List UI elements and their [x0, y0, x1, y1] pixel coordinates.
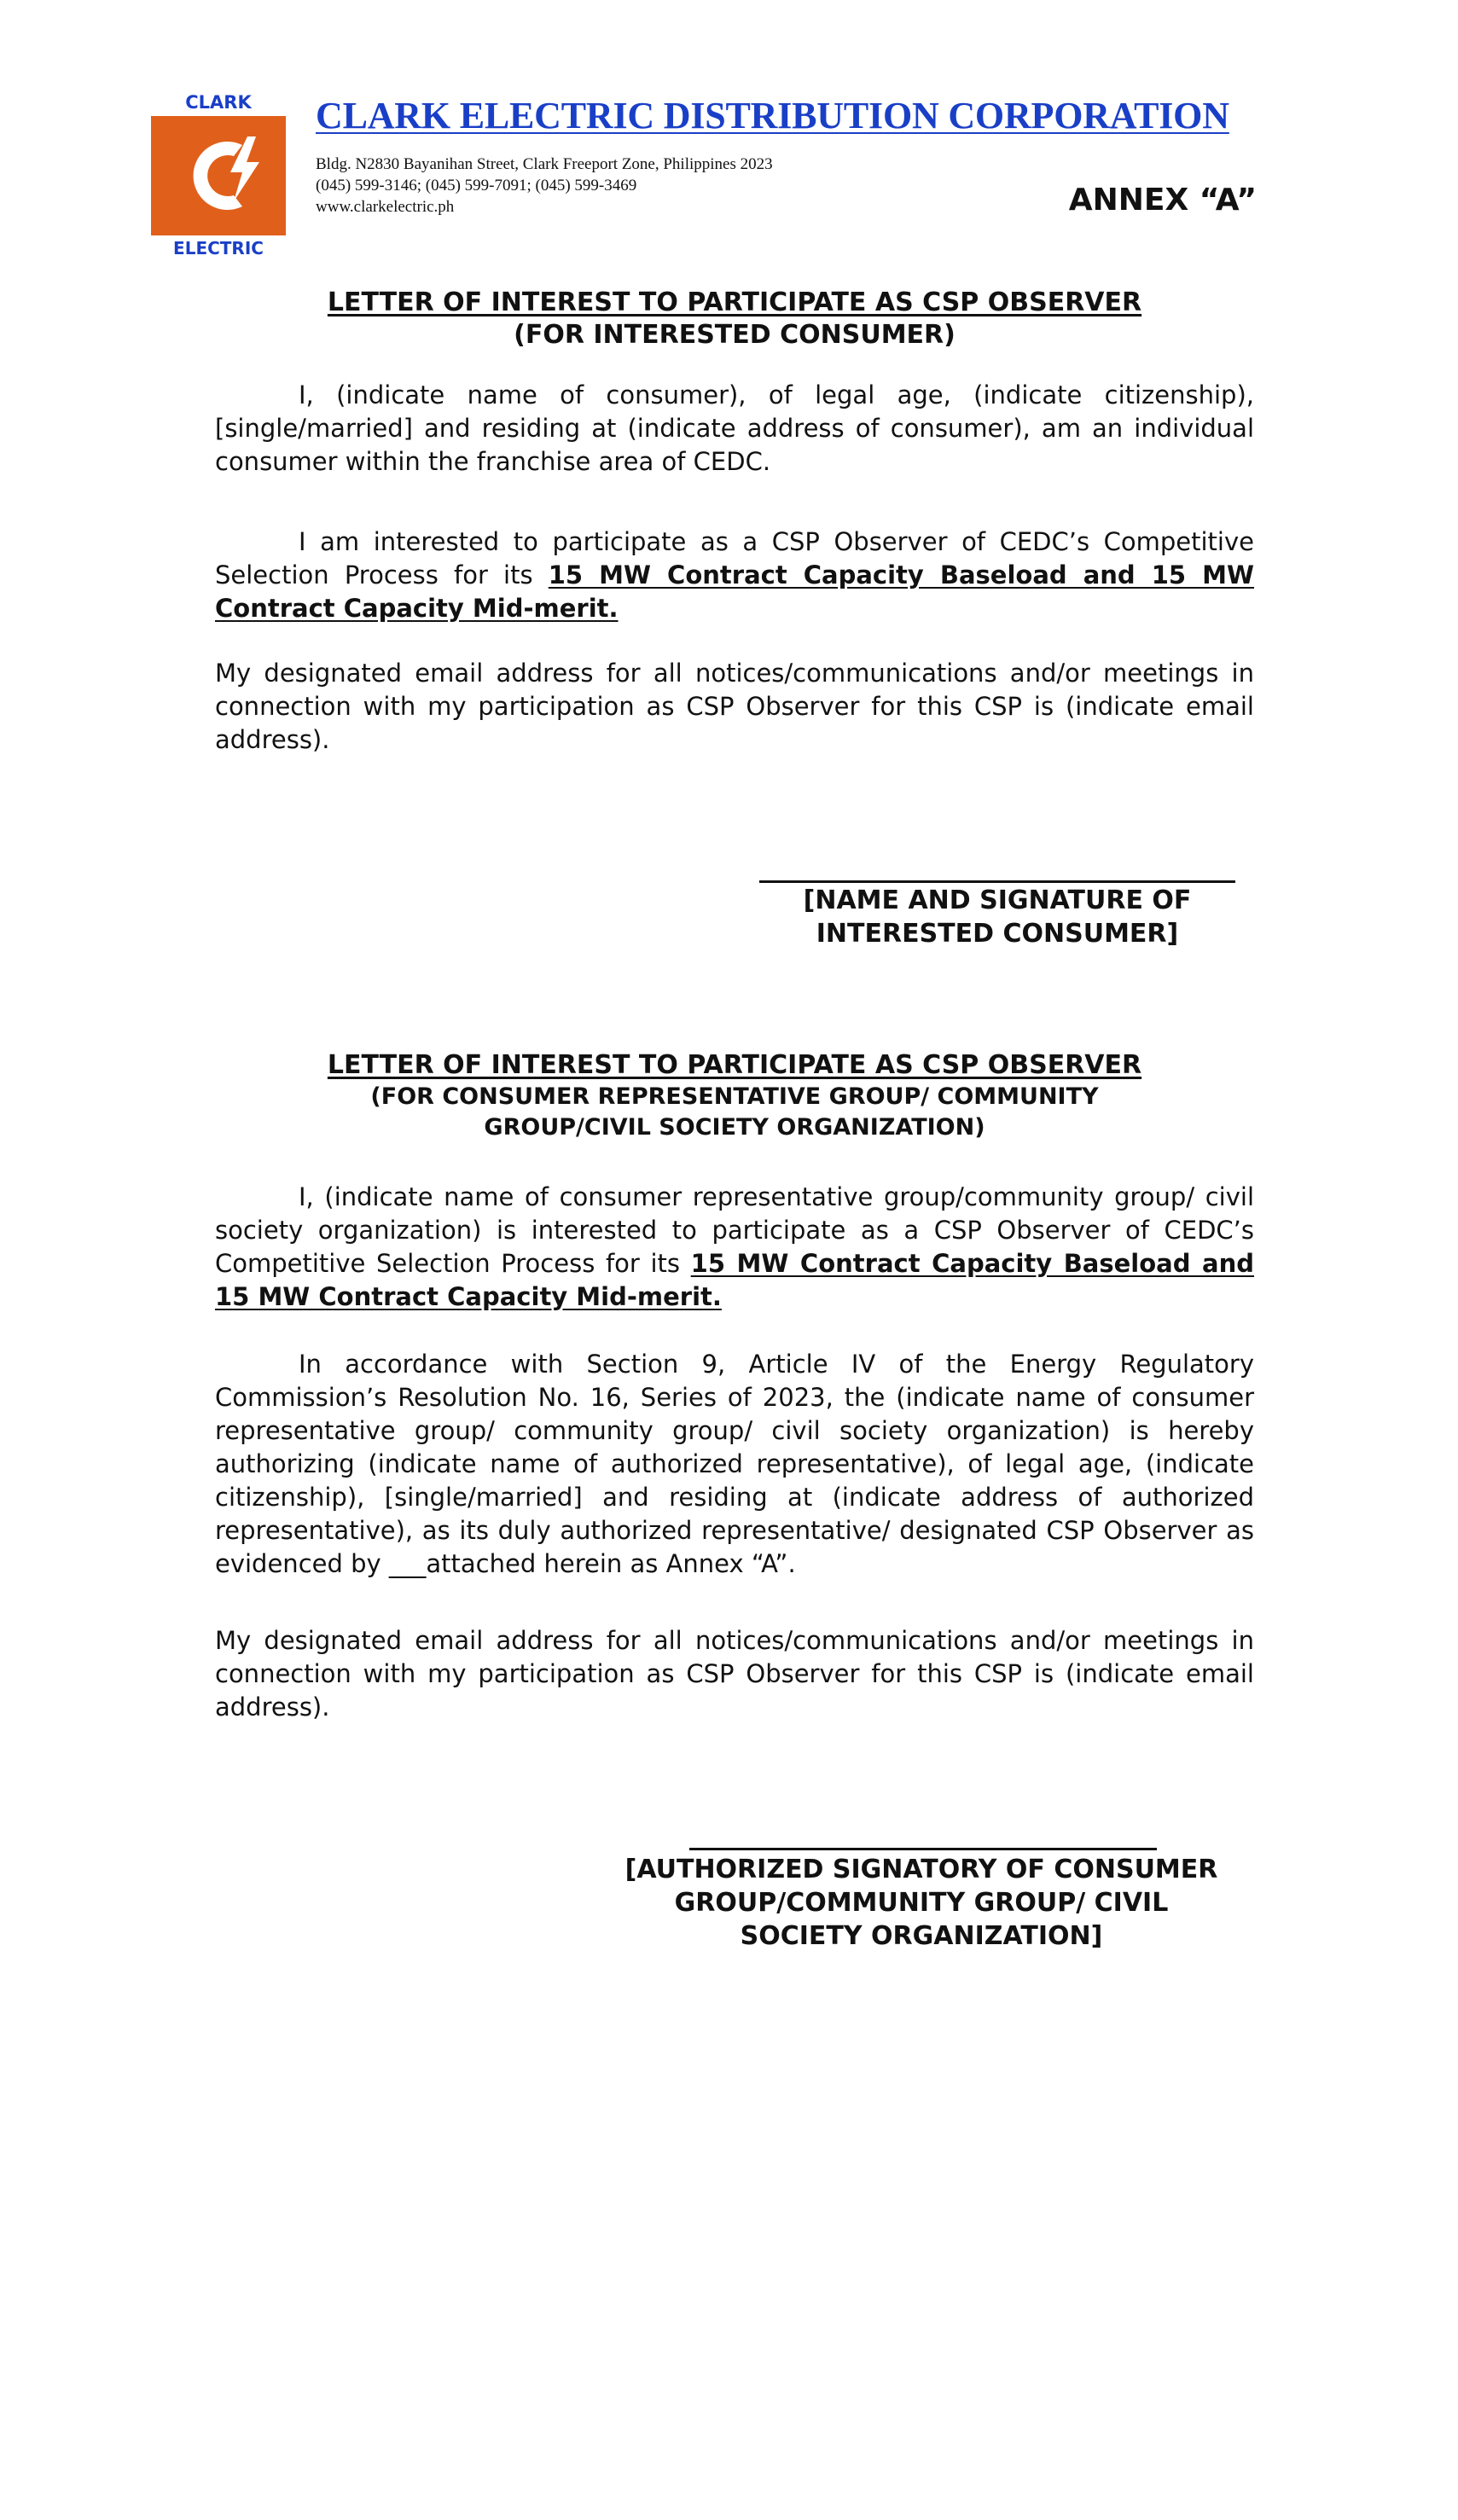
section2-signature-line1: [AUTHORIZED SIGNATORY OF CONSUMER [624, 1855, 1218, 1884]
section2-signature-block [597, 1853, 1246, 1953]
section2-paragraph-3: My designated email address for all notices/communications and/or meetings in connection with my participation as CSP Observer for this CSP is (indicate email address). [215, 1626, 1254, 1722]
section1-paragraph-1: I, (indicate name of consumer), of legal age, (indicate citizenship), [single/married] and residing at (indicate address of consumer), am an individual consumer within the franchise area of CEDC. [215, 380, 1254, 476]
logo-orange-square [151, 116, 286, 235]
section1-subtitle: (FOR INTERESTED CONSUMER) [514, 320, 956, 350]
company-phones: (045) 599-3146; (045) 599-7091; (045) 599-3469 [316, 177, 637, 195]
section2-paragraph-1-text: I, (indicate name of consumer representative group/community group/ civil society organization) is interested to participate as a CSP Observer of CEDC’s Competitive Selection Process for its [215, 1182, 1254, 1278]
section2-signature-line2: GROUP/COMMUNITY GROUP/ CIVIL [674, 1888, 1169, 1918]
annex-label: ANNEX “A” [1068, 183, 1257, 218]
section1-title: LETTER OF INTEREST TO PARTICIPATE AS CSP OBSERVER [327, 287, 1142, 317]
section1-signature-line2: INTERESTED CONSUMER] [816, 919, 1179, 949]
section2-paragraph-1 [215, 1181, 1254, 1314]
section2-title: LETTER OF INTEREST TO PARTICIPATE AS CSP OBSERVER [327, 1050, 1142, 1080]
company-name: CLARK ELECTRIC DISTRIBUTION CORPORATION [316, 95, 1229, 136]
section2-paragraph-2: In accordance with Section 9, Article IV of the Energy Regulatory Commission’s Resolution No. 16, Series of 2023, the (indicate name of consumer representative group/ community group/ civil society organization) is hereby authorizing (indicate name of authorized representative), of legal age, (indicate citizenship), [single/married] and residing at (indicate address of authorized representative), as its duly authorized representative/ designated CSP Observer as evidenced by ___attached herein as Annex “A”. [215, 1350, 1254, 1578]
section1-paragraph-2 [215, 525, 1254, 625]
clark-electric-logo [150, 89, 287, 258]
section1-contract-capacity: 15 MW Contract Capacity Baseload and 15 MW Contract Capacity Mid-merit. [215, 560, 1254, 623]
company-contact-block [316, 154, 773, 218]
section2-heading [215, 1049, 1254, 1143]
section2-signature-line [689, 1848, 1157, 1850]
section1-signature-block [751, 884, 1244, 950]
logo-bottom-text: ELECTRIC [173, 238, 264, 258]
logo-top-text: CLARK [185, 92, 252, 113]
company-website: www.clarkelectric.ph [316, 198, 455, 216]
section1-paragraph-3: My designated email address for all notices/communications and/or meetings in connection with my participation as CSP Observer for this CSP is (indicate email address). [215, 659, 1254, 754]
section2-subtitle-line2: GROUP/CIVIL SOCIETY ORGANIZATION) [484, 1114, 985, 1141]
section2-subtitle-line1: (FOR CONSUMER REPRESENTATIVE GROUP/ COMMUNITY [370, 1083, 1099, 1110]
section2-signature-line3: SOCIETY ORGANIZATION] [740, 1921, 1103, 1951]
section2-contract-capacity: 15 MW Contract Capacity Baseload and 15 MW Contract Capacity Mid-merit. [215, 1249, 1254, 1311]
section1-heading [215, 287, 1254, 351]
section1-paragraph-2-text: I am interested to participate as a CSP Observer of CEDC’s Competitive Selection Process for its [215, 527, 1254, 589]
section1-signature-line [759, 880, 1235, 883]
section1-signature-line1: [NAME AND SIGNATURE OF [803, 885, 1192, 915]
company-address: Bldg. N2830 Bayanihan Street, Clark Freeport Zone, Philippines 2023 [316, 155, 773, 173]
